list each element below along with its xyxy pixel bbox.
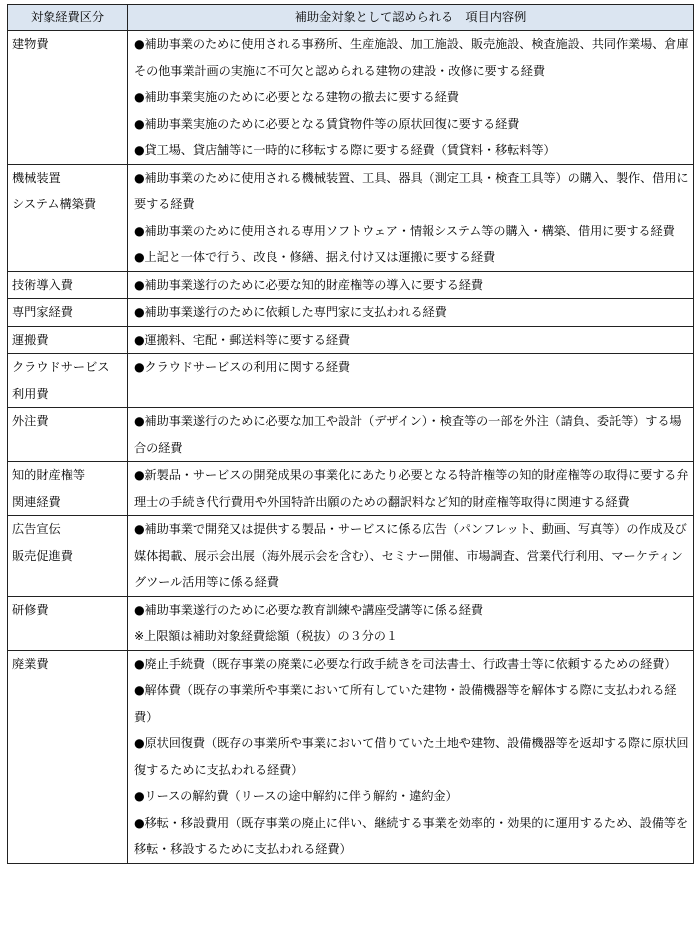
table-row [8, 596, 694, 650]
category-cell [8, 271, 128, 299]
category-label: 建物費 [12, 37, 49, 51]
header-category: 対象経費区分 [8, 5, 128, 31]
table-row [8, 271, 694, 299]
category-cell [8, 326, 128, 354]
category-cell [8, 596, 128, 650]
category-label: システム構築費 [12, 197, 97, 211]
items-cell [128, 650, 694, 863]
item-text: ●新製品・サービスの開発成果の事業化にあたり必要となる特許権等の知的財産権等の取得に要する弁理士の手続き代行費用や外国特許出願のための翻訳料など知的財産権等取得に関連する経費 [134, 468, 689, 509]
items-cell [128, 326, 694, 354]
item-text: ●補助事業のために使用される事務所、生産施設、加工施設、販売施設、検査施設、共同作業場、倉庫その他事業計画の実施に不可欠と認められる建物の建設・改修に要する経費 [134, 37, 689, 78]
item-text: ●リースの解約費（リースの途中解約に伴う解約・違約金） [134, 789, 458, 803]
category-cell [8, 462, 128, 516]
item-text: ●運搬料、宅配・郵送料等に要する経費 [134, 332, 351, 347]
items-cell [128, 164, 694, 271]
table-row [8, 650, 694, 863]
items-cell [128, 596, 694, 650]
table-row [8, 354, 694, 408]
category-cell [8, 164, 128, 271]
item-text: ●廃止手続費（既存事業の廃業に必要な行政手続きを司法書士、行政書士等に依頼するための経費） [134, 656, 677, 671]
category-cell [8, 354, 128, 408]
item-text: ●補助事業遂行のために依頼した専門家に支払われる経費 [134, 305, 447, 319]
items-cell [128, 299, 694, 327]
items-cell [128, 516, 694, 597]
item-text: ●補助事業遂行のために必要な知的財産権等の導入に要する経費 [134, 277, 483, 292]
category-label: 販売促進費 [12, 548, 73, 563]
item-text: ●補助事業のために使用される専用ソフトウェア・情報システム等の購入・構築、借用に要する経費 [134, 223, 675, 238]
expense-table [7, 4, 694, 864]
category-label: クラウドサービス [12, 360, 110, 374]
item-text: ●補助事業遂行のために必要な加工や設計（デザイン）・検査等の一部を外注（請負、委託等）する場合の経費 [134, 414, 682, 455]
category-label: 専門家経費 [12, 305, 73, 319]
item-text: ●解体費（既存の事業所や事業において所有していた建物・設備機器等を解体する際に支払われる経費） [134, 683, 677, 724]
table-body [8, 31, 694, 864]
category-label: 広告宣伝 [12, 522, 61, 536]
table-row [8, 299, 694, 327]
items-cell [128, 408, 694, 462]
category-cell [8, 408, 128, 462]
item-text: ●貸工場、貸店舗等に一時的に移転する際に要する経費（賃貸料・移転料等） [134, 143, 556, 157]
header-row [8, 5, 694, 31]
category-label: 運搬費 [12, 332, 49, 347]
item-text: ●補助事業のために使用される機械装置、工具、器具（測定工具・検査工具等）の購入、製作、借用に要する経費 [134, 170, 689, 211]
table-row [8, 408, 694, 462]
item-text: ※上限額は補助対象経費総額（税抜）の３分の１ [134, 629, 398, 643]
category-label: 機械装置 [12, 170, 61, 185]
item-text: ●補助事業遂行のために必要な教育訓練や講座受講等に係る経費 [134, 602, 483, 617]
category-cell [8, 650, 128, 863]
items-cell [128, 271, 694, 299]
table-row [8, 462, 694, 516]
table-row [8, 31, 694, 165]
item-text: ●補助事業実施のために必要となる賃貸物件等の原状回復に要する経費 [134, 116, 520, 131]
category-cell [8, 299, 128, 327]
header-items: 補助金対象として認められる 項目内容例 [128, 5, 694, 31]
category-label: 知的財産権等 [12, 468, 86, 482]
items-cell [128, 31, 694, 165]
category-label: 技術導入費 [12, 277, 73, 292]
category-label: 外注費 [12, 414, 49, 428]
table-row [8, 516, 694, 597]
item-text: ●移転・移設費用（既存事業の廃止に伴い、継続する事業を効率的・効果的に運用するため、設備等を移転・移設するために支払われる経費） [134, 815, 688, 856]
category-cell [8, 31, 128, 165]
item-text: ●クラウドサービスの利用に関する経費 [134, 360, 351, 374]
category-label: 利用費 [12, 386, 49, 401]
items-cell [128, 462, 694, 516]
table-row [8, 326, 694, 354]
item-text: ●上記と一体で行う、改良・修繕、据え付け又は運搬に要する経費 [134, 250, 496, 264]
category-cell [8, 516, 128, 597]
items-cell [128, 354, 694, 408]
table-row [8, 164, 694, 271]
category-label: 廃業費 [12, 656, 49, 671]
item-text: ●補助事業実施のために必要となる建物の撤去に要する経費 [134, 90, 459, 104]
category-label: 関連経費 [12, 494, 61, 509]
category-label: 研修費 [12, 602, 49, 617]
item-text: ●補助事業で開発又は提供する製品・サービスに係る広告（パンフレット、動画、写真等）の作成及び媒体掲載、展示会出展（海外展示会を含む）、セミナー開催、市場調査、営業代行利用、マーケティングツール活用等に係る経費 [134, 522, 687, 589]
item-text: ●原状回復費（既存の事業所や事業において借りていた土地や建物、設備機器等を返却する際に原状回復するために支払われる経費） [134, 736, 689, 777]
